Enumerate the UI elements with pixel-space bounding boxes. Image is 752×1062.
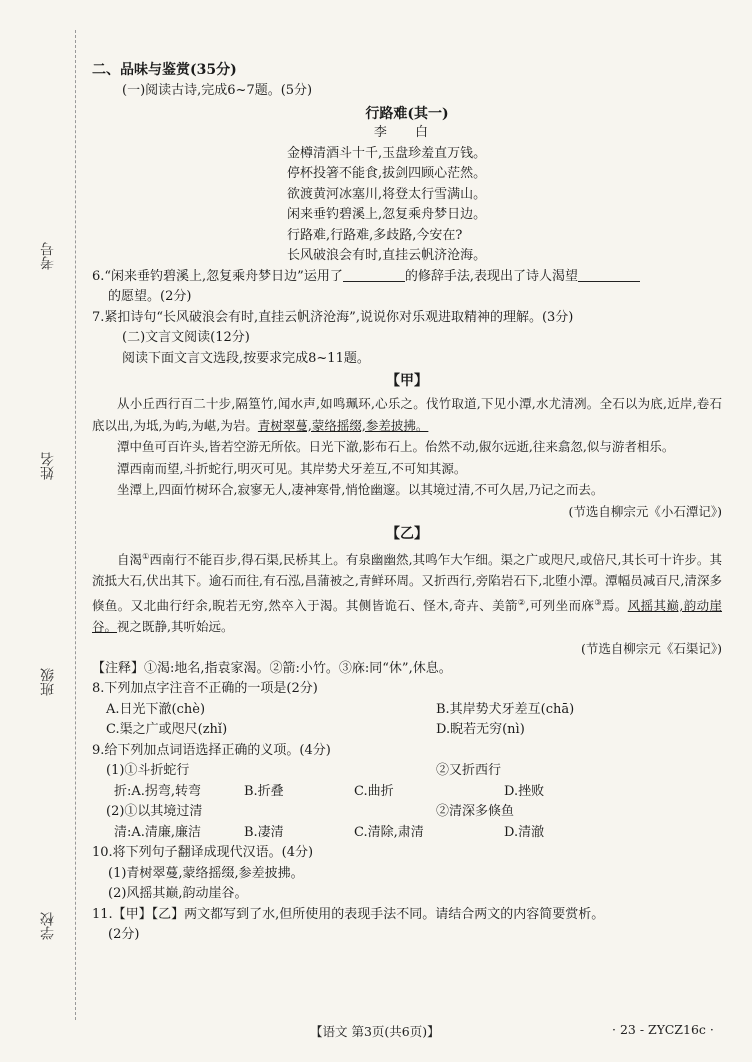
q9-2-option: D.清澈 xyxy=(504,824,545,840)
q11-score: (2分) xyxy=(108,927,140,943)
note-ref: ① xyxy=(142,551,150,561)
question-6 xyxy=(92,267,722,288)
q9-1-option: 折:A.拐弯,转弯 xyxy=(114,783,202,799)
poem-line: 停杯投箸不能食,拔剑四顾心茫然。 xyxy=(287,166,487,181)
poem-body xyxy=(92,144,722,267)
q8-options-row xyxy=(92,700,722,721)
side-label-school: 学校 xyxy=(40,912,56,940)
yi-text: 西南行不能百步,得石渠,民桥其上。有泉幽幽然,其鸣乍大乍细。渠之广或咫尺,或倍尺,其长可十许步。其流抵大石,伏出其下。逾石而往,有石泓,昌蒲被之,青鲜环周。又折西行,旁陷岩石下,北堕小潭。潭幅员减百尺,清深多倏鱼。又北曲行纡余,睨若无穷,然卒入于渴。其侧皆诡石、怪木,奇卉、美箭 xyxy=(92,551,722,613)
q8-option-d: D.睨若无穷(nì) xyxy=(436,722,525,738)
q6-text-c: 的愿望。(2分) xyxy=(108,289,192,304)
q9-2-option: 清:A.清廉,廉洁 xyxy=(114,824,202,840)
jia-source: (节选自柳宗元《小石潭记》) xyxy=(568,503,722,519)
jia-paragraph-4: 坐潭上,四面竹树环合,寂寥无人,凄神寒骨,悄怆幽邃。以其境过清,不可久居,乃记之而去。 xyxy=(117,482,604,497)
q9-2-options xyxy=(92,823,722,844)
note-ref: ③ xyxy=(594,597,602,607)
poem-line: 欲渡黄河冰塞川,将登太行雪满山。 xyxy=(287,186,487,202)
passage-jia-marker: 【甲】 xyxy=(386,373,428,389)
binding-line xyxy=(75,30,76,1020)
yi-text: 视之既静,其听始远。 xyxy=(117,619,234,635)
q9-2-option: B.凄清 xyxy=(244,824,284,840)
q9-1-option: B.折叠 xyxy=(244,783,284,799)
jia-p1-text: 从小丘西行百二十步,隔篁竹,闻水声,如鸣珮环,心乐之。伐竹取道,下见小潭,水尤清冽。全石以为底,近岸,卷石底以出,为坻,为屿,为嵁,为岩。 xyxy=(92,396,722,433)
q9-1-right: ②又折西行 xyxy=(436,763,502,779)
footer-page-info: 【语文 第3页(共6页)】 xyxy=(310,1024,440,1039)
side-label-exam-number: 考号 xyxy=(40,242,56,270)
note-ref: ② xyxy=(517,597,526,607)
q9-item-2 xyxy=(92,802,722,823)
poem-line: 金樽清酒斗十千,玉盘珍羞直万钱。 xyxy=(287,145,487,161)
q6-blank-2[interactable] xyxy=(578,267,640,282)
exam-content xyxy=(92,60,722,946)
q6-text-a: 6.“闲来垂钓碧溪上,忽复乘舟梦日边”运用了 xyxy=(92,268,343,284)
part2-instructions: 阅读下面文言文选段,按要求完成8~11题。 xyxy=(122,350,370,366)
section-title: 二、品味与鉴赏(35分) xyxy=(92,62,237,78)
side-label-name: 姓名 xyxy=(40,452,56,480)
question-8: 8.下列加点字注音不正确的一项是(2分) xyxy=(92,681,318,697)
q10-item-1: (1)青树翠蔓,蒙络摇缀,参差披拂。 xyxy=(108,865,304,881)
q8-option-b: B.其岸势犬牙差互(chā) xyxy=(436,701,575,717)
yi-text: 自渴 xyxy=(117,551,143,567)
q8-option-c: C.渠之广或咫尺(zhǐ) xyxy=(106,722,228,738)
q8-option-a: A.日光下澈(chè) xyxy=(106,701,206,717)
jia-paragraph-3: 潭西南而望,斗折蛇行,明灭可见。其岸势犬牙差互,不可知其源。 xyxy=(117,460,467,476)
jia-p1-underlined: 青树翠蔓,蒙络摇缀,参差披拂。 xyxy=(257,417,429,433)
question-11: 11.【甲】【乙】两文都写到了水,但所使用的表现手法不同。请结合两文的内容简要赏析。 xyxy=(92,906,605,922)
jia-paragraph-1 xyxy=(92,393,722,436)
part1-title: (一)阅读古诗,完成6~7题。(5分) xyxy=(122,82,313,98)
passage-yi-marker: 【乙】 xyxy=(386,525,428,542)
q9-1-option: D.挫败 xyxy=(504,783,545,799)
jia-paragraph-2: 潭中鱼可百许头,皆若空游无所依。日光下澈,影布石上。佁然不动,俶尔远逝,往来翕忽,似与游者相乐。 xyxy=(117,439,675,454)
q9-1-option: C.曲折 xyxy=(354,783,394,799)
q6-text-b: 的修辞手法,表现出了诗人渴望 xyxy=(404,268,578,284)
poem-title: 行路难(其一) xyxy=(365,106,449,122)
yi-paragraph xyxy=(92,546,722,638)
q9-1-options xyxy=(92,782,722,803)
q9-item-1 xyxy=(92,761,722,782)
q10-item-2: (2)风摇其巅,韵动崖谷。 xyxy=(108,886,248,902)
yi-text: ,可列坐而庥 xyxy=(525,597,595,613)
footer-code: · 23 - ZYCZ16c · xyxy=(612,1022,714,1037)
q9-1-left: (1)①斗折蛇行 xyxy=(106,763,190,779)
yi-underlined: 风摇其巅,韵动崖谷。 xyxy=(92,597,723,635)
q6-blank-1[interactable] xyxy=(343,267,405,282)
q9-2-option: C.清除,肃清 xyxy=(354,824,424,840)
q9-2-left: (2)①以其境过清 xyxy=(106,804,203,820)
poem-author: 李 白 xyxy=(373,125,441,140)
poem-line: 行路难,行路难,多歧路,今安在? xyxy=(287,227,463,243)
notes: 【注释】①渴:地名,指袁家渴。②箭:小竹。③庥:同“休”,休息。 xyxy=(92,660,452,676)
part2-title: (二)文言文阅读(12分) xyxy=(122,330,250,345)
yi-text: 焉。 xyxy=(601,597,628,613)
poem-line: 闲来垂钓碧溪上,忽复乘舟梦日边。 xyxy=(287,207,487,222)
poem-line: 长风破浪会有时,直挂云帆济沧海。 xyxy=(287,248,487,263)
question-9: 9.给下列加点词语选择正确的义项。(4分) xyxy=(92,742,331,758)
question-7: 7.紧扣诗句“长风破浪会有时,直挂云帆济沧海”,说说你对乐观进取精神的理解。(3分) xyxy=(92,309,574,325)
question-10: 10.将下列句子翻译成现代汉语。(4分) xyxy=(92,845,314,861)
q9-2-right: ②清深多倏鱼 xyxy=(436,804,515,820)
yi-source: (节选自柳宗元《石渠记》) xyxy=(580,640,722,656)
q8-options-row xyxy=(92,720,722,741)
side-label-class: 班级 xyxy=(40,668,56,696)
